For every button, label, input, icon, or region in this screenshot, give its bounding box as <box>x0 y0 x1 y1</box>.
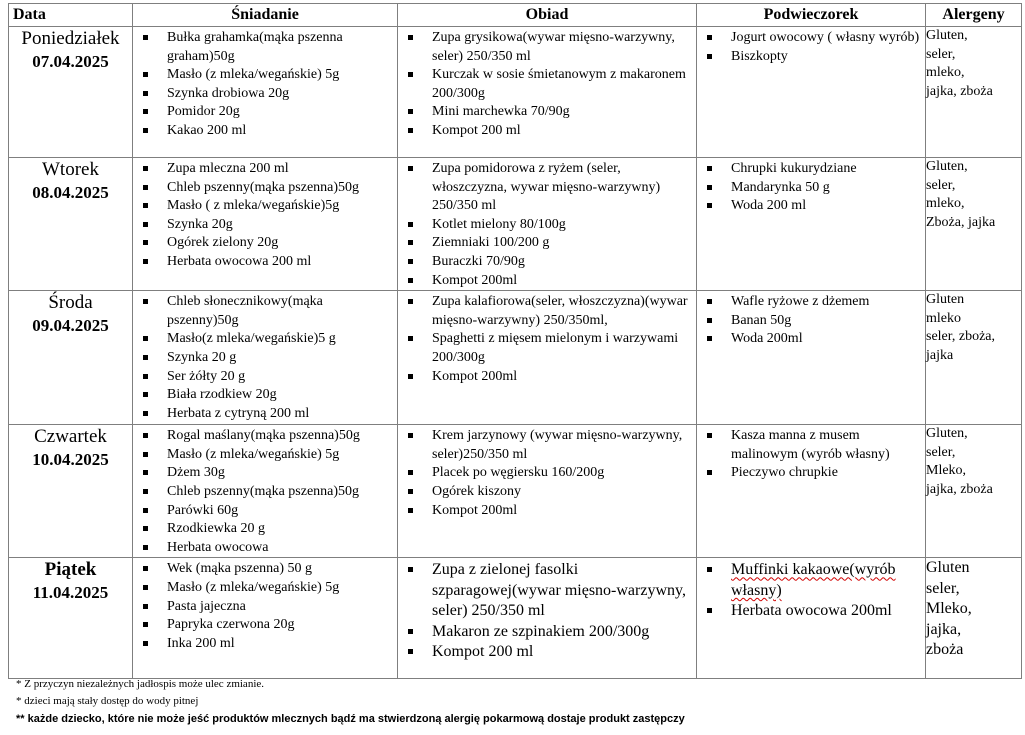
alergeny-cell <box>926 158 1022 291</box>
sniadanie-list <box>133 27 397 141</box>
list-item: Masło (z mleka/wegańskie) 5g <box>143 66 395 85</box>
day-date: 11.04.2025 <box>32 583 109 603</box>
allergen-line: mleko, <box>926 65 965 81</box>
list-item: Biszkopty <box>707 48 923 67</box>
day-cell <box>9 158 133 291</box>
list-item: Papryka czerwona 20g <box>143 616 395 635</box>
podwieczorek-list <box>697 558 925 622</box>
obiad-list <box>398 27 696 141</box>
sniadanie-cell <box>133 425 398 558</box>
list-item: Ogórek zielony 20g <box>143 234 395 253</box>
day-cell <box>9 425 133 558</box>
sniadanie-cell <box>133 27 398 158</box>
list-item: Biała rzodkiew 20g <box>143 386 395 405</box>
list-item: Masło (z mleka/wegańskie) 5g <box>143 579 395 598</box>
list-item: Makaron ze szpinakiem 200/300g <box>408 622 694 643</box>
list-item: Woda 200 ml <box>707 197 923 216</box>
list-item: Chleb pszenny(mąka pszenna)50g <box>143 179 395 198</box>
list-item: Herbata owocowa 200ml <box>707 601 923 622</box>
day-name: Poniedziałek <box>21 28 120 49</box>
list-item: Pieczywo chrupkie <box>707 464 923 483</box>
podwieczorek-list <box>697 291 925 349</box>
list-item: Kasza manna z musem malinowym (wyrób własny) <box>707 427 923 464</box>
list-item: Masło ( z mleka/wegańskie)5g <box>143 197 395 216</box>
day-name: Piątek <box>44 559 97 581</box>
allergen-line: jajka, <box>926 620 962 638</box>
list-item: Pasta jajeczna <box>143 598 395 617</box>
obiad-cell <box>398 558 697 679</box>
sniadanie-list <box>133 158 397 272</box>
list-item: Kompot 200ml <box>408 272 694 291</box>
list-item: Szynka drobiowa 20g <box>143 85 395 104</box>
list-item: Herbata owocowa <box>143 539 395 558</box>
podwieczorek-list <box>697 27 925 66</box>
day-name: Środa <box>48 292 93 314</box>
allergen-line: jajka <box>926 347 954 363</box>
list-item: Zupa z zielonej fasolki szparagowej(wywar mięsno-warzywny, seler) 250/350 ml <box>408 560 694 622</box>
list-item: Rzodkiewka 20 g <box>143 520 395 539</box>
list-item: Dżem 30g <box>143 464 395 483</box>
allergen-line: Zboża, jajka <box>926 214 996 230</box>
allergen-line: zboża <box>926 641 964 659</box>
alergeny-cell <box>926 27 1022 158</box>
list-item: Masło(z mleka/wegańskie)5 g <box>143 330 395 349</box>
list-item: Spaghetti z mięsem mielonym i warzywami 200/300g <box>408 330 694 367</box>
allergen-line: seler, <box>926 444 956 460</box>
list-item: Mandarynka 50 g <box>707 179 923 198</box>
allergen-line: mleko <box>926 310 961 326</box>
sniadanie-cell <box>133 558 398 679</box>
list-item: Zupa mleczna 200 ml <box>143 160 395 179</box>
list-item: Chleb pszenny(mąka pszenna)50g <box>143 483 395 502</box>
obiad-list <box>398 558 696 663</box>
podwieczorek-cell <box>697 291 926 425</box>
list-item: Masło (z mleka/wegańskie) 5g <box>143 446 395 465</box>
list-item: Bułka grahamka(mąka pszenna graham)50g <box>143 29 395 66</box>
obiad-cell <box>398 291 697 425</box>
header-alergeny: Alergeny <box>926 4 1022 27</box>
obiad-list <box>398 425 696 520</box>
alergeny-cell <box>926 558 1022 679</box>
allergen-line: Mleko, <box>926 600 972 618</box>
sniadanie-list <box>133 558 397 653</box>
list-item: Wafle ryżowe z dżemem <box>707 293 923 312</box>
table-row <box>9 158 1022 291</box>
podwieczorek-cell <box>697 558 926 679</box>
list-item: Kompot 200 ml <box>408 122 694 141</box>
allergen-line: Mleko, <box>926 463 967 479</box>
alergeny-cell <box>926 291 1022 425</box>
list-item: Rogal maślany(mąka pszenna)50g <box>143 427 395 446</box>
list-item <box>707 560 923 601</box>
sniadanie-cell <box>133 158 398 291</box>
menu-table <box>8 3 1022 679</box>
day-name: Czwartek <box>34 426 107 448</box>
list-item: Ogórek kiszony <box>408 483 694 502</box>
footnote: * Z przyczyn niezależnych jadłospis może ulec zmianie. <box>16 678 265 690</box>
list-item: Chleb słonecznikowy(mąka pszenny)50g <box>143 293 395 330</box>
list-item: Kurczak w sosie śmietanowym z makaronem 200/300g <box>408 66 694 103</box>
list-item: Woda 200ml <box>707 330 923 349</box>
list-item: Ziemniaki 100/200 g <box>408 234 694 253</box>
podwieczorek-list <box>697 425 925 483</box>
list-item: Kompot 200 ml <box>408 642 694 663</box>
sniadanie-cell <box>133 291 398 425</box>
list-item: Kotlet mielony 80/100g <box>408 216 694 235</box>
list-item: Parówki 60g <box>143 502 395 521</box>
header-sniadanie: Śniadanie <box>133 4 398 27</box>
header-data: Data <box>9 4 133 27</box>
allergen-line: Gluten <box>926 292 965 308</box>
day-date: 08.04.2025 <box>32 183 109 202</box>
alergeny-cell <box>926 425 1022 558</box>
allergen-line: Gluten, <box>926 426 968 442</box>
list-item: Wek (mąka pszenna) 50 g <box>143 560 395 579</box>
obiad-list <box>398 291 696 386</box>
allergen-line: mleko, <box>926 196 965 212</box>
podwieczorek-list <box>697 158 925 216</box>
list-item: Mini marchewka 70/90g <box>408 103 694 122</box>
allergen-line: jajka, zboża <box>926 83 993 99</box>
list-item: Zupa kalafiorowa(seler, włoszczyzna)(wywar mięsno-warzywny) 250/350ml, <box>408 293 694 330</box>
header-row <box>9 4 1022 27</box>
allergen-line: jajka, zboża <box>926 481 993 497</box>
list-item: Zupa grysikowa(wywar mięsno-warzywny, seler) 250/350 ml <box>408 29 694 66</box>
list-item: Krem jarzynowy (wywar mięsno-warzywny, seler)250/350 ml <box>408 427 694 464</box>
day-cell <box>9 27 133 158</box>
allergen-line: seler, <box>926 46 956 62</box>
podwieczorek-cell <box>697 158 926 291</box>
allergen-line: seler, zboża, <box>926 329 996 345</box>
table-row <box>9 27 1022 158</box>
day-date: 10.04.2025 <box>32 450 109 470</box>
list-item: Kompot 200ml <box>408 368 694 387</box>
footnotes <box>16 676 685 726</box>
list-item: Szynka 20g <box>143 216 395 235</box>
list-item: Banan 50g <box>707 312 923 331</box>
footnote: * dzieci mają stały dostęp do wody pitnej <box>16 695 199 707</box>
sniadanie-list <box>133 425 397 557</box>
list-item: Zupa pomidorowa z ryżem (seler, włoszczyzna, wywar mięsno-warzywny) 250/350 ml <box>408 160 694 216</box>
table-row <box>9 291 1022 425</box>
header-podwieczorek: Podwieczorek <box>697 4 926 27</box>
day-name: Wtorek <box>42 159 99 180</box>
day-cell <box>9 291 133 425</box>
list-item: Kakao 200 ml <box>143 122 395 141</box>
spellcheck-underline: Muffinki kakaowe(wyrób własny) <box>731 561 896 599</box>
list-item: Pomidor 20g <box>143 103 395 122</box>
allergen-line: Gluten, <box>926 28 968 43</box>
obiad-cell <box>398 158 697 291</box>
obiad-cell <box>398 425 697 558</box>
list-item: Buraczki 70/90g <box>408 253 694 272</box>
day-date: 07.04.2025 <box>32 52 109 71</box>
allergen-line: seler, <box>926 579 960 597</box>
allergen-line: Gluten, <box>926 159 968 174</box>
allergen-line: seler, <box>926 177 956 193</box>
list-item: Szynka 20 g <box>143 349 395 368</box>
list-item: Herbata owocowa 200 ml <box>143 253 395 272</box>
obiad-list <box>398 158 696 290</box>
allergen-line: Gluten <box>926 559 970 577</box>
obiad-cell <box>398 27 697 158</box>
day-cell <box>9 558 133 679</box>
footnote: ** każde dziecko, które nie może jeść produktów mlecznych bądź ma stwierdzoną alergię pokarmową dostaje produkt zastępczy <box>16 713 685 725</box>
list-item: Herbata z cytryną 200 ml <box>143 405 395 424</box>
list-item: Kompot 200ml <box>408 502 694 521</box>
table-row <box>9 425 1022 558</box>
sniadanie-list <box>133 291 397 423</box>
list-item: Placek po węgiersku 160/200g <box>408 464 694 483</box>
podwieczorek-cell <box>697 425 926 558</box>
list-item: Chrupki kukurydziane <box>707 160 923 179</box>
header-obiad: Obiad <box>398 4 697 27</box>
table-row <box>9 558 1022 679</box>
podwieczorek-cell <box>697 27 926 158</box>
list-item: Inka 200 ml <box>143 635 395 654</box>
day-date: 09.04.2025 <box>32 316 109 336</box>
list-item: Ser żółty 20 g <box>143 368 395 387</box>
list-item: Jogurt owocowy ( własny wyrób) <box>707 29 923 48</box>
